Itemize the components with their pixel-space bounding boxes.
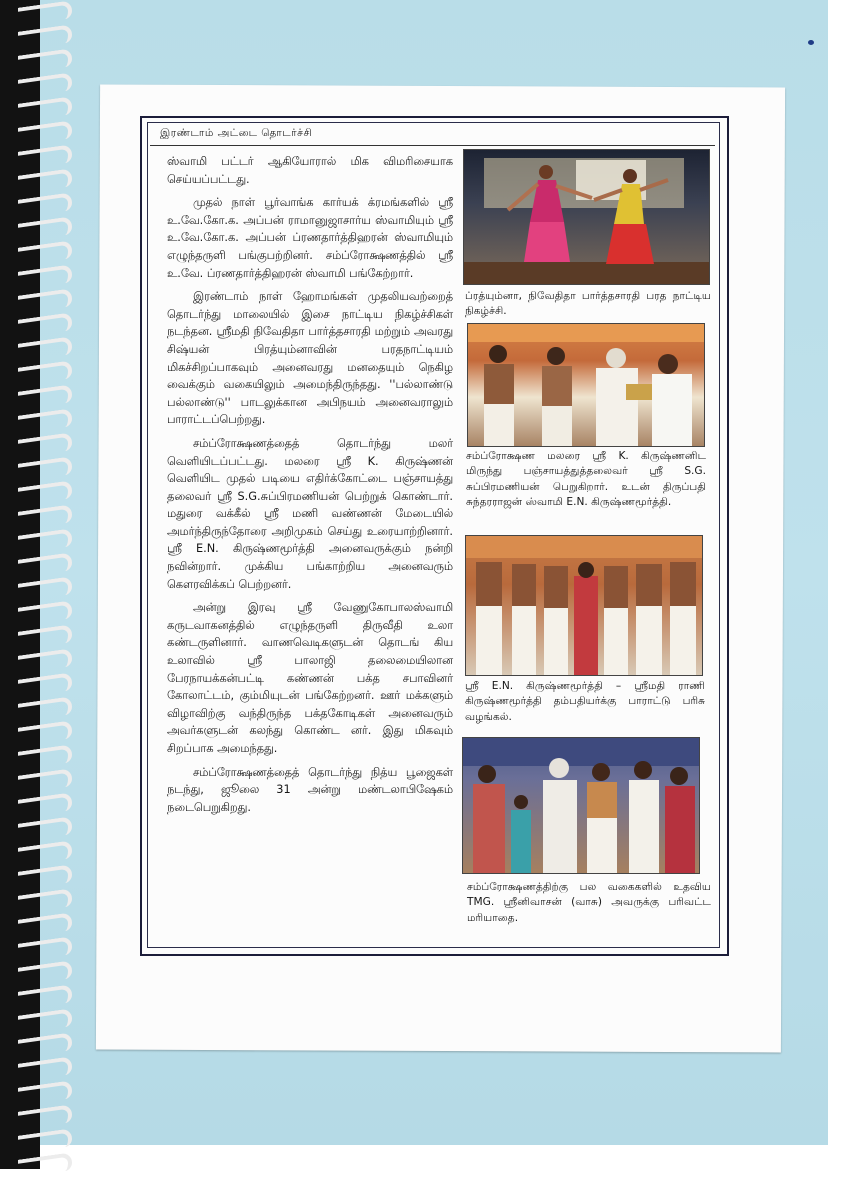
article-text-column [167, 153, 453, 822]
photo-caption: சம்ப்ரோக்ஷணத்திற்கு பல வகைகளில் உதவிய TMG. ஸ்ரீனிவாசன் (வாசு) அவருக்கு பரிவட்ட மரியாதை. [467, 881, 711, 924]
continuation-header: இரண்டாம் அட்டை தொடர்ச்சி [160, 127, 313, 139]
header-rule [150, 145, 715, 146]
article-paragraph: முதல் நாள் பூர்வாங்க கார்யக் க்ரமங்களில் ஸ்ரீ உ.வே.கோ.க. அப்பன் ராமானுஜாசார்ய ஸ்வாமியும் ஸ்ரீ உ.வே.கோ.க. அப்பன் ப்ரணதார்த்திஹரன் ஸ்வாமியும் எழுந்தருளி பங்குபற்றினர். சம்ப்ரோக்ஷணத்தில் ஸ்ரீ உ.வே. ப்ரணதார்த்திஹரன் ஸ்வாமி பங்கேற்றார். [167, 196, 453, 280]
photo-dance-performance [463, 149, 710, 285]
photo-caption: ஸ்ரீ E.N. கிருஷ்ணமூர்த்தி – ஸ்ரீமதி ராணி கிருஷ்ணமூர்த்தி தம்பதியர்க்கு பாராட்டு பரிசு வழங்கல். [465, 680, 705, 723]
article-paragraph: சம்ப்ரோக்ஷணத்தைத் தொடர்ந்து நித்ய பூஜைகள் நடந்து, ஜூலை 31 அன்று மண்டலாபிஷேகம் நடைபெறுகிறது. [167, 765, 453, 814]
photo-caption: ப்ரத்யும்னா, நிவேதிதா பார்த்தசாரதி பரத நாட்டிய நிகழ்ச்சி. [465, 290, 711, 318]
article-paragraph: அன்று இரவு ஸ்ரீ வேணுகோபாலஸ்வாமி கருடவாகனத்தில் எழுந்தருளி திருவீதி உலா கண்டருளினார். வாணவெடிகளுடன் தொடங் கிய உலாவில் ஸ்ரீ பாலாஜி தலைமையிலான பேரநாயக்கன்பட்டி கண்ணன் பக்த சபாவினர் கோலாட்டம், கும்மியுடன் பங்கேற்றனர். ஊர் மக்களும் விழாவிற்கு வந்திருந்த பக்தகோடிகள் அனைவரும் அவர்களுடன் கலந்து கொண்ட னர். இது மிகவும் சிறப்பாக அமைந்தது. [167, 601, 453, 755]
ink-dot [808, 40, 814, 45]
article-paragraph: ஸ்வாமி பட்டர் ஆகியோரால் மிக விமரிசையாக செய்யப்பட்டது. [167, 155, 453, 186]
article-paragraph: இரண்டாம் நாள் ஹோமங்கள் முதலியவற்றைத் தொடர்ந்து மாலையில் இசை நாட்டிய நிகழ்ச்சிகள் நடந்தன. ஸ்ரீமதி நிவேதிதா பார்த்தசாரதி மற்றும் அவரது சிஷ்யன் பிரத்யும்னாவின் பரதநாட்டியம் மிகச்சிறப்பாகவும் அனைவரது மனதையும் நெகிழ வைக்கும் வகையிலும் அமைந்திருந்தது. ''பல்லாண்டு பல்லாண்டு'' பாடலுக்கான அபிநயம் அனைவராலும் பாராட்டப்பெற்றது. [167, 290, 453, 427]
article-paragraph: சம்ப்ரோக்ஷணத்தைத் தொடர்ந்து மலர் வெளியிடப்பட்டது. மலரை ஸ்ரீ K. கிருஷ்ணன் வெளியிட முதல் படியை எதிர்க்கோட்டை பஞ்சாயத்து தலைவர் ஸ்ரீ S.G.சுப்பிரமணியன் பெற்றுக் கொண்டார். மதுரை வக்கீல் ஸ்ரீ மணி வண்ணன் மேடையில் அமர்ந்திருந்தோரை அறிமுகம் செய்து உரையாற்றினார். ஸ்ரீ E.N. கிருஷ்ணமூர்த்தி அனைவருக்கும் நன்றி நவின்றார். முக்கிய பங்காற்றிய அனைவரும் கௌரவிக்கப் பெற்றனர். [167, 436, 453, 591]
photo-caption: சம்ப்ரோக்ஷண மலரை ஸ்ரீ K. கிருஷ்ணனிட மிருந்து பஞ்சாயத்துத்தலைவர் ஸ்ரீ S.G. சுப்பிரமணியன் பெறுகிறார். உடன் திருப்பதி சுந்தரராஜன் ஸ்வாமி E.N. கிருஷ்ணமூர்த்தி. [466, 450, 706, 509]
photo-felicitation [465, 535, 703, 676]
photo-souvenir-release [467, 323, 705, 447]
photo-honour [462, 737, 700, 874]
